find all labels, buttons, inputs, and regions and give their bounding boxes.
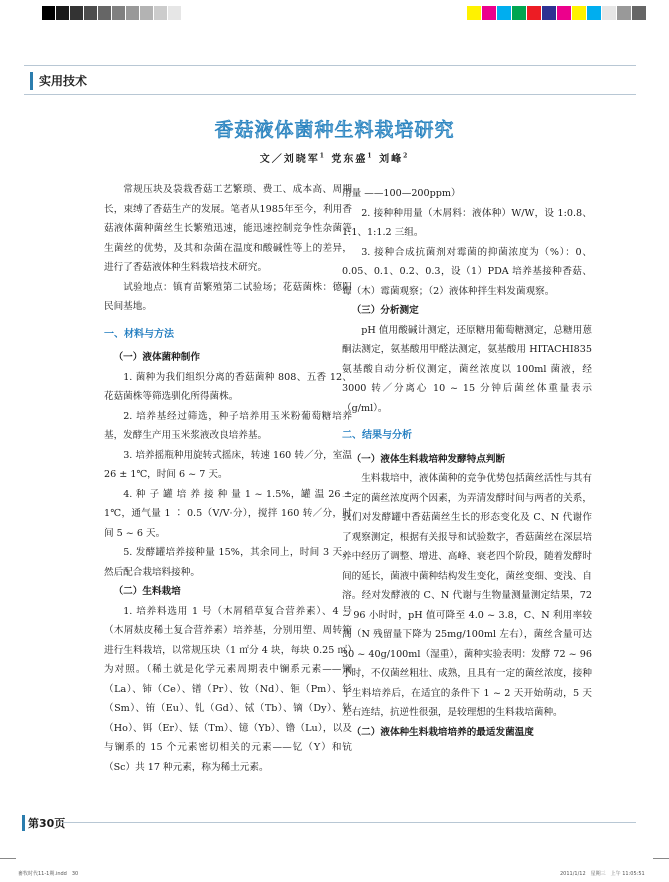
calibration-swatch [84, 6, 98, 20]
body-paragraph: 1. 培养料选用 1 号（木屑稻草复合营养素）、4 号（木屑麸皮稀土复合营养素）培养基，分别用塑、周转箱进行生料栽培，以常规压块（1 ㎡分 4 块，每块 0.25 ㎡）为对照。（稀土就是化学元素周期表中镧系元素——镧（La）、铈（Ce）、镨（Pr）、钕（Nd）、钷（Pm）、钐（Sm）、铕（Eu）、钆（Gd）、铽（Tb）、镝（Dy）、钬（Ho）、铒（Er）、铥（Tm）、镱（Yb）、镥（Lu），以及与镧系的 15 个元素密切相关的元素——钇（Y）和钪（Sc）共 17 种元素，称为稀土元素。 [104, 605, 352, 773]
color-calibration-bar [467, 6, 647, 20]
body-paragraph: 用量 ——100—200ppm） [342, 188, 461, 199]
authors-prefix: 文／ [259, 154, 284, 165]
body-paragraph: 5. 发酵罐培养接种量 15%，其余同上，时间 3 天，然后配合栽培料接种。 [104, 547, 352, 578]
page-number: 第30页 [22, 815, 65, 831]
author-name: 刘峰 [379, 154, 404, 165]
crop-mark [0, 858, 16, 859]
author-affiliation: 1 [367, 152, 374, 160]
calibration-swatch [587, 6, 602, 20]
calibration-swatch [632, 6, 647, 20]
body-paragraph: 试验地点：镇育苗繁殖第二试验场；花菇菌株：德阳民间基地。 [104, 281, 352, 312]
body-paragraph: 4. 种 子 罐 培 养 接 种 量 1 ~ 1.5%，罐 温 26 ± 1℃，通气量 1 ∶ 0.5（V/V·分），搅拌 160 转／分，时间 5 ~ 6 天。 [104, 488, 352, 539]
calibration-swatch [154, 6, 168, 20]
calibration-swatch [557, 6, 572, 20]
crop-mark [653, 858, 669, 859]
calibration-swatch [572, 6, 587, 20]
footer-timestamp: 2011/1/12 星期三 上午 11:05:51 [560, 871, 645, 877]
subsection-heading: （一）液体生料栽培种发酵特点判断 [351, 453, 506, 465]
author-affiliation: 1 [319, 152, 326, 160]
body-paragraph: pH 值用酸碱计测定，还原糖用葡萄糖测定，总糖用蒽酮法测定，氨基酸用甲醛法测定，氨基酸用 HITACHI835 氨基酸自动分析仪测定，菌丝浓度以 100ml 菌液，经 3000 转／分离心 10 ~ 15 分钟后菌丝体重量表示（g/ml）。 [342, 324, 592, 414]
subsection-heading: （二）液体种生料栽培培养的最适发菌温度 [351, 726, 534, 738]
calibration-swatch [42, 6, 56, 20]
body-paragraph: 生料栽培中，液体菌种的竞争优势包括菌丝活性与其有一定的菌丝浓度两个因素，为弄清发酵时间与两者的关系，我们对发酵罐中香菇菌丝生长的形态变化及 C、N 代谢作了观察测定，根据有关报导和试验数字，香菇菌丝在深层培养中经历了调整、增进、高峰、衰老四个阶段，随着发酵时间的延长，菌液中菌种结构发生变化，菌丝变细、变浅、自溶。经对发酵液的 C、N 代谢与生物量测量测定结果，72 ~ 96 小时时，pH 值可降至 4.0 ~ 3.8，C、N 利用率较高（N 残留量下降为 25mg/100ml 左右），菌丝含量可达 30 ~ 40g/100ml（湿重），菌种实验表明：发酵 72 ~ 96 小时，不仅菌丝粗壮、成熟，且具有一定的菌丝浓度，接种于生料培养后，在适宜的条件下 1 ~ 2 天开始萌动，5 天左右连结，抗逆性很强，是较理想的生料栽培菌种。 [342, 473, 592, 718]
subsection-heading: （三）分析测定 [351, 305, 419, 316]
body-paragraph: 2. 培养基经过筛选，种子培养用玉米粉葡萄糖培养基，发酵生产用玉米浆液改良培养基。 [104, 410, 352, 441]
author-name: 刘晓军 [283, 154, 320, 165]
section-label: 实用技术 [30, 72, 649, 90]
grayscale-calibration-bar [42, 6, 196, 20]
calibration-swatch [527, 6, 542, 20]
footer-file-info: 畜牧时代11-1期.indd 30 [18, 871, 79, 877]
calibration-swatch [512, 6, 527, 20]
author-affiliation: 2 [403, 152, 410, 160]
body-column-left [104, 180, 352, 777]
calibration-swatch [482, 6, 497, 20]
body-paragraph: 3. 培养摇瓶种用旋转式摇床，转速 160 转／分，室温 26 ± 1℃，时间 6 ~ 7 天。 [104, 449, 352, 480]
body-paragraph: 3. 接种合成抗菌剂对霉菌的抑菌浓度为（%）：0、0.05、0.1、0.2、0.3，设（1）PDA 培养基接种香菇、霉（木）霉菌观察；（2）液体种拌生料发菌观察。 [342, 246, 592, 297]
article-authors [0, 150, 669, 165]
calibration-swatch [140, 6, 154, 20]
footer-rule [62, 822, 636, 823]
subsection-heading: （一）液体菌种制作 [113, 352, 200, 363]
body-column-right [342, 184, 592, 742]
calibration-swatch [56, 6, 70, 20]
calibration-swatch [497, 6, 512, 20]
subsection-heading: （二）生料栽培 [113, 586, 181, 597]
calibration-swatch [168, 6, 182, 20]
author-name: 党东盛 [331, 154, 368, 165]
calibration-swatch [126, 6, 140, 20]
article-title: 香菇液体菌种生料栽培研究 [214, 119, 455, 141]
calibration-swatch [467, 6, 482, 20]
header-subrule [24, 94, 636, 95]
calibration-swatch [182, 6, 196, 20]
calibration-swatch [617, 6, 632, 20]
calibration-swatch [98, 6, 112, 20]
section-heading: 一、材料与方法 [104, 328, 174, 340]
header-rule [24, 65, 636, 66]
body-paragraph: 常规压块及袋栽香菇工艺繁琐、费工、成本高、周期长，束缚了香菇生产的发展。笔者从1985年至今，利用香菇液体菌种菌丝生长繁殖迅速，能迅速控制竞争性杂菌等生菌丝的优势，及其和杂菌在温度和酸碱性等上的差异，进行了香菇液体种生料栽培技术研究。 [104, 184, 352, 273]
body-paragraph: 1. 菌种为我们组织分离的香菇菌种 808、五香 12、花菇菌株等筛选驯化所得菌株。 [104, 371, 352, 402]
calibration-swatch [602, 6, 617, 20]
section-heading: 二、结果与分析 [342, 430, 412, 441]
body-paragraph: 2. 接种种用量（木屑料：液体种）W/W，设 1:0.8、1:1、1:1.2 三组。 [342, 207, 592, 238]
calibration-swatch [542, 6, 557, 20]
calibration-swatch [70, 6, 84, 20]
calibration-swatch [112, 6, 126, 20]
